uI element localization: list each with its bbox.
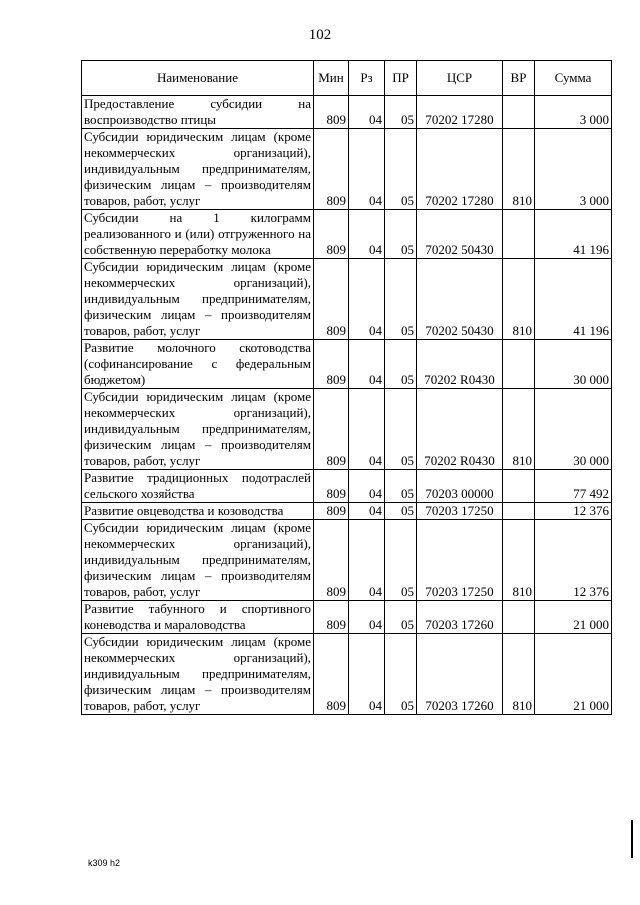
row-rz: 04 <box>349 520 385 601</box>
row-name: Субсидии юридическим лицам (кроме некоммерческих организаций), индивидуальным предпринимателям, физическим лицам – производителям товаров, работ, услуг <box>82 634 314 715</box>
row-rz: 04 <box>349 634 385 715</box>
table-row <box>82 503 612 520</box>
row-sum: 21 000 <box>535 634 612 715</box>
header-min: Мин <box>314 61 349 96</box>
row-rz: 04 <box>349 96 385 129</box>
row-csr: 70202 50430 <box>417 259 503 340</box>
row-pr: 05 <box>385 340 417 389</box>
row-pr: 05 <box>385 503 417 520</box>
page-number: 102 <box>308 27 332 43</box>
row-pr: 05 <box>385 96 417 129</box>
row-csr: 70202 17280 <box>417 96 503 129</box>
row-pr: 05 <box>385 520 417 601</box>
row-vr <box>503 470 535 503</box>
row-vr: 810 <box>503 259 535 340</box>
row-pr: 05 <box>385 259 417 340</box>
row-vr <box>503 601 535 634</box>
table-row <box>82 634 612 715</box>
table-row <box>82 210 612 259</box>
row-csr: 70203 17260 <box>417 601 503 634</box>
row-pr: 05 <box>385 601 417 634</box>
row-name: Субсидии на 1 килограмм реализованного и (или) отгруженного на собственную переработку молока <box>82 210 314 259</box>
row-name: Развитие молочного скотоводства (софинансирование с федеральным бюджетом) <box>82 340 314 389</box>
row-pr: 05 <box>385 210 417 259</box>
row-name: Развитие табунного и спортивного коневодства и мараловодства <box>82 601 314 634</box>
row-min: 809 <box>314 259 349 340</box>
row-pr: 05 <box>385 634 417 715</box>
row-vr: 810 <box>503 129 535 210</box>
footer-code: k309 h2 <box>88 858 121 868</box>
row-min: 809 <box>314 129 349 210</box>
row-rz: 04 <box>349 601 385 634</box>
row-name: Развитие традиционных подотраслей сельского хозяйства <box>82 470 314 503</box>
row-rz: 04 <box>349 259 385 340</box>
row-vr: 810 <box>503 520 535 601</box>
row-rz: 04 <box>349 503 385 520</box>
row-vr <box>503 96 535 129</box>
row-sum: 3 000 <box>535 129 612 210</box>
row-name: Развитие овцеводства и козоводства <box>82 503 314 520</box>
row-name: Субсидии юридическим лицам (кроме некоммерческих организаций), индивидуальным предпринимателям, физическим лицам – производителям товаров, работ, услуг <box>82 389 314 470</box>
header-name: Наименование <box>82 61 314 96</box>
row-csr: 70203 17250 <box>417 520 503 601</box>
row-sum: 21 000 <box>535 601 612 634</box>
row-min: 809 <box>314 96 349 129</box>
row-csr: 70202 R0430 <box>417 389 503 470</box>
table-row <box>82 129 612 210</box>
row-min: 809 <box>314 340 349 389</box>
row-min: 809 <box>314 389 349 470</box>
row-sum: 77 492 <box>535 470 612 503</box>
header-vr: ВР <box>503 61 535 96</box>
table-row <box>82 389 612 470</box>
table-row <box>82 520 612 601</box>
row-sum: 41 196 <box>535 210 612 259</box>
table-header-row <box>82 61 612 96</box>
row-min: 809 <box>314 601 349 634</box>
row-rz: 04 <box>349 129 385 210</box>
row-rz: 04 <box>349 389 385 470</box>
row-pr: 05 <box>385 470 417 503</box>
row-name: Субсидии юридическим лицам (кроме некоммерческих организаций), индивидуальным предпринимателям, физическим лицам – производителям товаров, работ, услуг <box>82 520 314 601</box>
row-vr <box>503 340 535 389</box>
table-row <box>82 259 612 340</box>
row-csr: 70203 17250 <box>417 503 503 520</box>
row-min: 809 <box>314 634 349 715</box>
row-pr: 05 <box>385 389 417 470</box>
row-sum: 30 000 <box>535 340 612 389</box>
table-row <box>82 601 612 634</box>
row-sum: 12 376 <box>535 503 612 520</box>
row-csr: 70202 17280 <box>417 129 503 210</box>
row-pr: 05 <box>385 129 417 210</box>
row-sum: 41 196 <box>535 259 612 340</box>
row-min: 809 <box>314 520 349 601</box>
header-rz: Рз <box>349 61 385 96</box>
page-edge-mark <box>631 820 633 858</box>
row-sum: 30 000 <box>535 389 612 470</box>
header-pr: ПР <box>385 61 417 96</box>
row-name: Предоставление субсидии на воспроизводство птицы <box>82 96 314 129</box>
row-min: 809 <box>314 470 349 503</box>
row-vr <box>503 210 535 259</box>
header-csr: ЦСР <box>417 61 503 96</box>
row-csr: 70202 R0430 <box>417 340 503 389</box>
table-row <box>82 340 612 389</box>
row-min: 809 <box>314 210 349 259</box>
row-rz: 04 <box>349 210 385 259</box>
table-row <box>82 470 612 503</box>
row-sum: 12 376 <box>535 520 612 601</box>
table-row <box>82 96 612 129</box>
row-csr: 70203 00000 <box>417 470 503 503</box>
row-rz: 04 <box>349 470 385 503</box>
row-csr: 70202 50430 <box>417 210 503 259</box>
row-sum: 3 000 <box>535 96 612 129</box>
row-name: Субсидии юридическим лицам (кроме некоммерческих организаций), индивидуальным предпринимателям, физическим лицам – производителям товаров, работ, услуг <box>82 129 314 210</box>
row-vr <box>503 503 535 520</box>
header-sum: Сумма <box>535 61 612 96</box>
row-rz: 04 <box>349 340 385 389</box>
budget-table <box>81 60 612 715</box>
row-csr: 70203 17260 <box>417 634 503 715</box>
row-name: Субсидии юридическим лицам (кроме некоммерческих организаций), индивидуальным предпринимателям, физическим лицам – производителям товаров, работ, услуг <box>82 259 314 340</box>
row-min: 809 <box>314 503 349 520</box>
row-vr: 810 <box>503 389 535 470</box>
row-vr: 810 <box>503 634 535 715</box>
